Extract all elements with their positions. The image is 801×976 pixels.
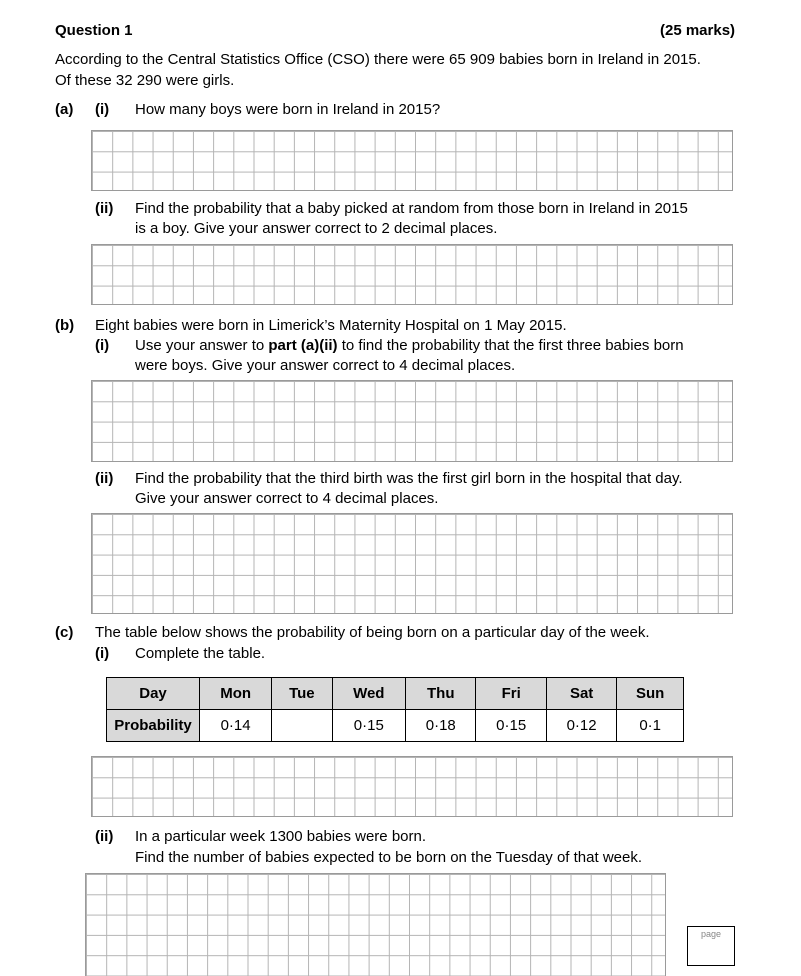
part-a-i-text: How many boys were born in Ireland in 2015? [135,101,441,118]
page-label: page [701,929,722,939]
part-b-ii-label: (ii) [95,470,114,487]
page-number-box [687,926,735,966]
probability-tue-blank[interactable] [272,710,332,742]
part-a-ii-label: (ii) [95,200,114,217]
part-b-i-post: to find the probability that the first three babies born [337,337,684,354]
table-header-mon: Mon [200,678,272,710]
intro-line-1: According to the Central Statistics Office (CSO) there were 65 909 babies born in Ireland in 2015. [55,51,701,68]
part-b-i-label: (i) [95,337,110,354]
table-header-thu: Thu [406,678,476,710]
probability-sat: 0·12 [546,710,616,742]
table-row-probability [107,710,684,742]
answer-grid-c-ii[interactable] [85,873,666,976]
table-header-fri: Fri [476,678,546,710]
part-a-label: (a) [55,101,74,118]
part-c-label: (c) [55,624,74,641]
probability-wed: 0·15 [332,710,406,742]
table-header-wed: Wed [332,678,406,710]
probability-thu: 0·18 [406,710,476,742]
part-c-text: The table below shows the probability of being born on a particular day of the week. [95,624,650,641]
answer-grid-c-i[interactable] [91,756,733,817]
part-a-ii-line-1: Find the probability that a baby picked at random from those born in Ireland in 2015 [135,200,688,217]
probability-sun: 0·1 [617,710,684,742]
answer-grid-a-ii[interactable] [91,244,733,305]
intro-line-2: Of these 32 290 were girls. [55,72,235,89]
part-c-ii-line-1: In a particular week 1300 babies were born. [135,828,427,845]
marks-label: (25 marks) [660,22,736,39]
part-b-text: Eight babies were born in Limerick’s Maternity Hospital on 1 May 2015. [95,317,567,334]
part-a-ii-line-2: is a boy. Give your answer correct to 2 decimal places. [135,220,498,237]
part-b-i-line-1 [135,337,684,354]
answer-grid-b-ii[interactable] [91,513,733,614]
probability-mon: 0·14 [200,710,272,742]
day-probability-table [106,677,684,742]
answer-grid-a-i[interactable] [91,130,733,191]
part-b-label: (b) [55,317,75,334]
table-header-day: Day [107,678,200,710]
part-b-i-pre: Use your answer to [135,337,269,354]
probability-fri: 0·15 [476,710,546,742]
part-b-i-line-2: were boys. Give your answer correct to 4 decimal places. [135,357,516,374]
part-b-ii-line-2: Give your answer correct to 4 decimal places. [135,490,439,507]
table-header-sun: Sun [617,678,684,710]
part-c-i-label: (i) [95,645,110,662]
answer-grid-b-i[interactable] [91,380,733,462]
question-title: Question 1 [55,22,133,39]
table-header-probability: Probability [107,710,200,742]
table-row-day [107,678,684,710]
part-c-ii-line-2: Find the number of babies expected to be born on the Tuesday of that week. [135,849,642,866]
part-a-i-label: (i) [95,101,110,118]
part-c-ii-label: (ii) [95,828,114,845]
part-b-i-bold: part (a)(ii) [268,337,338,354]
table-header-sat: Sat [546,678,616,710]
table-header-tue: Tue [272,678,332,710]
part-b-ii-line-1: Find the probability that the third birth was the first girl born in the hospital that day. [135,470,683,487]
part-c-i-text: Complete the table. [135,645,266,662]
